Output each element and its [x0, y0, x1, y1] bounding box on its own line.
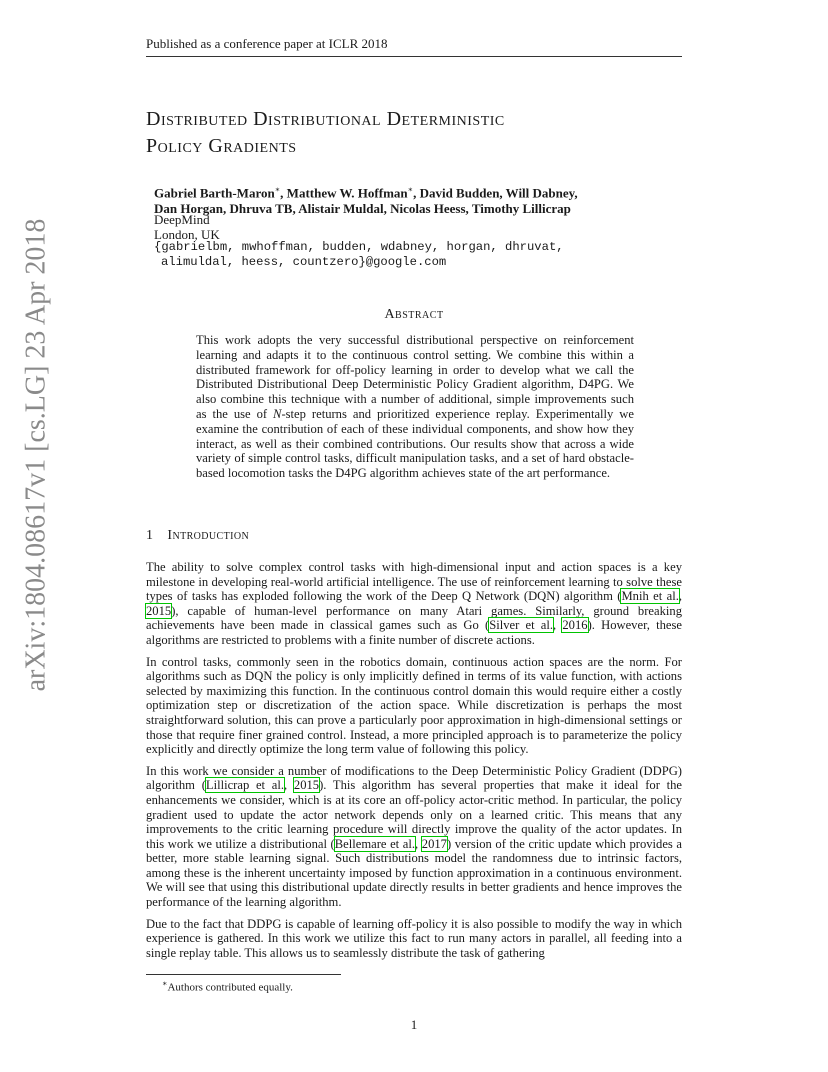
paper-title — [146, 106, 706, 160]
text-run: ). This algorithm has several properties that make it ideal for the enhancements we consider, which is at its core an off-policy actor-critic method. In particular, the policy gradient used to update the actor network depends only on a learned critic. This means that any improvements to the critic learning procedure will directly improve the quality of the actor updates. In this work we utilize a distributional ( — [146, 778, 683, 851]
footnote-rule — [146, 974, 341, 975]
paragraph-4: Due to the fact that DDPG is capable of learning off-policy it is also possible to modify the way in which experience is gathered. In this work we utilize this fact to run many actors in parallel, all feeding into a single replay table. This allows us to seamlessly distribute the task of gathering — [146, 916, 682, 960]
text-run: , — [678, 589, 683, 604]
text-run: ), capable of human-level performance on many Atari games. Similarly, ground breaking achievements have been made in classical games such as Go ( — [146, 603, 682, 633]
text-run: , — [415, 836, 422, 851]
text-run: In this work we consider a number of modifications to the Deep Deterministic Policy Gradient (DDPG) algorithm ( — [146, 763, 682, 793]
page-number: 1 — [410, 1017, 418, 1032]
affiliation-place: London, UK — [154, 226, 220, 242]
citation-link[interactable]: 2017 — [421, 836, 447, 851]
text-run: ) version of the critic update which provides a better, more stable learning signal. Such distributions model the randomness due to intrinsic factors, among these is the inherent uncertainty imposed by function approximation in a continuous environment. We will see that using this distributional update directly results in better gradients and hence improves the performance of the learning algorithm. — [146, 836, 683, 910]
equal-contribution-mark: ∗ — [407, 185, 414, 194]
citation-link[interactable]: Bellemare et al. — [334, 836, 416, 851]
text-run: ). However, these algorithms are restricted to problems with a finite number of discrete actions. — [146, 618, 682, 647]
body-text — [146, 560, 682, 967]
arxiv-stamp — [20, 218, 52, 692]
footnote-mark: ∗ — [162, 979, 168, 988]
paragraph-1 — [146, 560, 682, 648]
section-heading — [146, 528, 682, 544]
citation-link[interactable]: Silver et al. — [489, 618, 554, 633]
author-line-2: Dan Horgan, Dhruva TB, Alistair Muldal, Nicolas Heess, Timothy Lillicrap — [154, 200, 571, 216]
paragraph-3 — [146, 764, 682, 910]
title-line-2: Policy Gradients — [146, 135, 297, 157]
section-number: 1 — [146, 528, 154, 543]
arxiv-stamp-text: arXiv:1804.08617v1 [cs.LG] 23 Apr 2018 — [20, 218, 52, 692]
citation-link[interactable]: 2016 — [562, 618, 588, 633]
citation-link[interactable]: 2015 — [146, 603, 172, 618]
email-line-2: alimuldal, heess, countzero}@google.com — [161, 255, 447, 269]
abstract-part: -step returns and prioritized experience replay. Experimentally we examine the contribution of each of these individual components, and show how they interact, as well as their combined contributions. Our results show that across a wide variety of simple control tasks, difficult manipulation tasks, and a set of hard obstacle-based locomotion tasks the D4PG algorithm achieves state of the art performance. — [196, 406, 634, 481]
running-header: Published as a conference paper at ICLR 2018 — [146, 36, 682, 57]
author-names: , David Budden, Will Dabney, — [413, 185, 578, 201]
author-emails — [154, 240, 694, 270]
text-run: , — [553, 618, 563, 633]
title-line-1: Distributed Distributional Deterministic — [146, 108, 505, 130]
footnote-text: Authors contributed equally. — [167, 981, 293, 994]
abstract-part: This work adopts the very successful distributional perspective on reinforcement learning and adapts it to the continuous control setting. We combine this within a distributed framework for off-policy learning in order to develop what we call the Distributed Distributional Deep Deterministic Policy Gradient algorithm, D4PG. We also combine this technique with a number of additional, simple improvements such as the use of — [196, 333, 634, 421]
text-run: The ability to solve complex control tasks with high-dimensional input and action spaces is a key milestone in developing real-world artificial intelligence. The use of reinforcement learning to solve these types of tasks has exploded following the work of the Deep Q Network (DQN) algorithm ( — [146, 560, 682, 604]
affiliation — [154, 213, 694, 242]
citation-link[interactable]: Lillicrap et al. — [205, 778, 285, 793]
author-name: , Matthew W. Hoffman — [280, 185, 408, 201]
paragraph-2: In control tasks, commonly seen in the robotics domain, continuous action spaces are the norm. For algorithms such as DQN the policy is only implicitly defined in terms of its value function, with actions selected by maximizing this function. In the continuous control domain this would require either a costly optimization step or discretization of the action space. While discretization is perhaps the most straightforward solution, this can prove a particularly poor approximation in high-dimensional settings or those that require finer grained control. Instead, a more principled approach is to parameterize the policy explicitly and directly optimize the long term value of following this policy. — [146, 654, 682, 757]
author-list — [154, 182, 694, 216]
citation-link[interactable]: 2015 — [293, 778, 320, 793]
email-line-1: {gabrielbm, mwhoffman, budden, wdabney, horgan, dhruvat, — [154, 240, 564, 254]
text-run: , — [284, 778, 294, 793]
equal-contribution-mark: ∗ — [274, 185, 281, 194]
footnote — [162, 977, 293, 995]
abstract-heading: Abstract — [384, 307, 444, 322]
author-name: Gabriel Barth-Maron — [154, 185, 275, 201]
math-n: N — [273, 406, 282, 421]
section-title: Introduction — [167, 528, 250, 543]
author-line-1 — [154, 182, 694, 201]
affiliation-org: DeepMind — [154, 212, 210, 227]
abstract-text — [196, 333, 634, 481]
citation-link[interactable]: Mnih et al. — [621, 589, 679, 604]
